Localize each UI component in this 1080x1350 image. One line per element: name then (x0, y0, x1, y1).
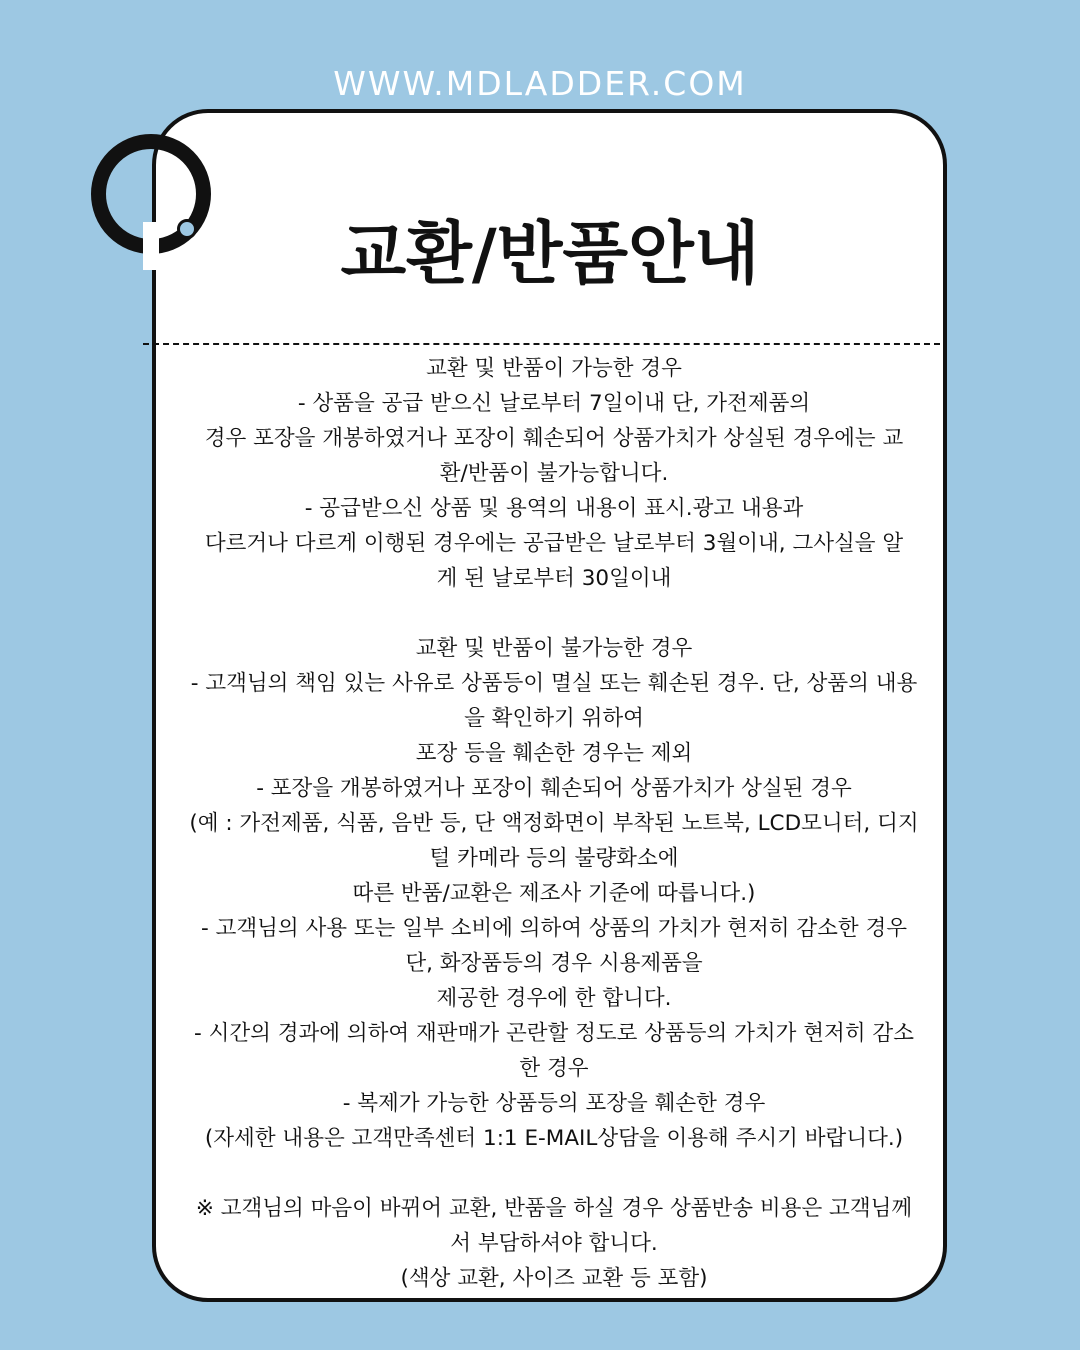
policy-line: (예 : 가전제품, 식품, 음반 등, 단 액정화면이 부착된 노트북, LCD모니터, 디지 (189, 811, 919, 836)
policy-line: 포장 등을 훼손한 경우는 제외 (415, 741, 693, 766)
policy-line: 교환 및 반품이 가능한 경우 (426, 356, 682, 381)
policy-line: 한 경우 (519, 1056, 589, 1081)
site-url: WWW.MDLADDER.COM (333, 64, 747, 103)
policy-line: - 복제가 가능한 상품등의 포장을 훼손한 경우 (342, 1091, 766, 1116)
policy-line: 따른 반품/교환은 제조사 기준에 따릅니다.) (352, 881, 756, 906)
policy-line: - 공급받으신 상품 및 용역의 내용이 표시.광고 내용과 (304, 496, 804, 521)
policy-line: - 고객님의 책임 있는 사유로 상품등이 멸실 또는 훼손된 경우. 단, 상품의 내용 (190, 671, 918, 696)
policy-text (158, 351, 950, 1296)
policy-line: 제공한 경우에 한 합니다. (436, 986, 672, 1011)
policy-line: (자세한 내용은 고객만족센터 1:1 E-MAIL상담을 이용해 주시기 바랍니다.) (204, 1126, 904, 1151)
dashed-divider (143, 343, 940, 345)
policy-line: 단, 화장품등의 경우 시용제품을 (405, 951, 703, 976)
policy-line: 환/반품이 불가능합니다. (439, 461, 669, 486)
policy-line: 을 확인하기 위하여 (464, 706, 644, 731)
policy-line: 경우 포장을 개봉하였거나 포장이 훼손되어 상품가치가 상실된 경우에는 교 (204, 426, 904, 451)
policy-line: - 포장을 개봉하였거나 포장이 훼손되어 상품가치가 상실된 경우 (256, 776, 852, 801)
policy-line: 털 카메라 등의 불량화소에 (429, 846, 679, 871)
policy-line: (색상 교환, 사이즈 교환 등 포함) (400, 1266, 708, 1291)
policy-line: - 시간의 경과에 의하여 재판매가 곤란할 정도로 상품등의 가치가 현저히 감소 (194, 1021, 914, 1046)
policy-line: 교환 및 반품이 불가능한 경우 (415, 636, 693, 661)
policy-line: 서 부담하셔야 합니다. (450, 1231, 658, 1256)
blank-line (158, 1156, 950, 1191)
policy-line: 다르거나 다르게 이행된 경우에는 공급받은 날로부터 3월이내, 그사실을 알 (204, 531, 904, 556)
policy-line: ※ 고객님의 마음이 바뀌어 교환, 반품을 하실 경우 상품반송 비용은 고객님께 (195, 1196, 913, 1221)
blank-line (158, 596, 950, 631)
policy-line: - 상품을 공급 받으신 날로부터 7일이내 단, 가전제품의 (297, 391, 811, 416)
policy-line: 게 된 날로부터 30일이내 (436, 566, 672, 591)
page-title: 교환/반품안내 (340, 215, 760, 294)
policy-line: - 고객님의 사용 또는 일부 소비에 의하여 상품의 가치가 현저히 감소한 경우 (200, 916, 907, 941)
